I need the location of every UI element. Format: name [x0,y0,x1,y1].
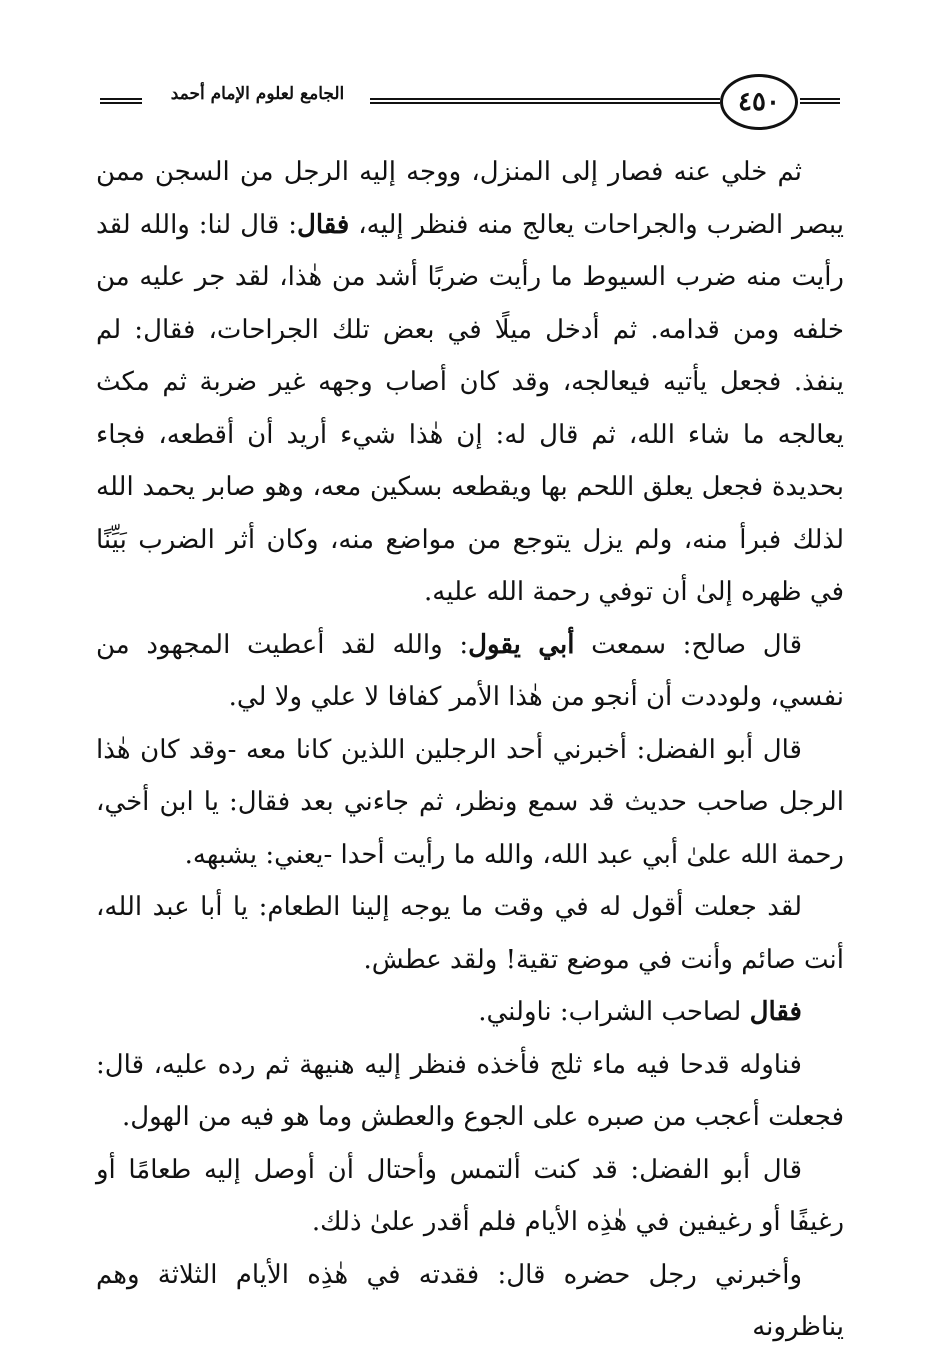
text-run: قال أبو الفضل: قد كنت ألتمس وأحتال أن أوصل إليه طعامًا أو رغيفًا أو رغيفين في هٰذِه الأيام فلم أقدر علىٰ ذلك. [96,1154,844,1237]
paragraph-2 [96,619,844,724]
paragraph-8 [96,1249,844,1354]
header-rule-left [100,98,142,104]
text-run: لقد جعلت أقول له في وقت ما يوجه إلينا الطعام: يا أبا عبد الله، أنت صائم وأنت في موضع تقية! ولقد عطش. [96,892,844,975]
paragraph-7 [96,1144,844,1249]
text-run: قال صالح: سمعت [574,629,803,660]
text-run: لصاحب الشراب: ناولني. [478,997,750,1027]
paragraph-3 [96,724,844,882]
text-run: : قال لنا: والله لقد رأيت منه ضرب السيوط ما رأيت ضربًا أشد من هٰذا، لقد جر عليه من خلفه ومن قدامه. ثم أدخل ميلًا في بعض تلك الجراحات، فقال: لم ينفذ. فجعل يأتيه فيعالجه، وقد كان أصاب وجهه غير ضربة ثم مكث يعالجه ما شاء الله، ثم قال له: إن هٰذا شيء أريد أن أقطعه، فجاء بحديدة فجعل يعلق اللحم بها ويقطعه بسكين معه، وهو صابر يحمد الله لذلك فبرأ منه، ولم يزل يتوجع من مواضع منه، وكان أثر الضرب بَيِّنًا في ظهره إلىٰ أن توفي رحمة الله عليه. [96,209,844,607]
paragraph-4 [96,881,844,986]
header-title: الجامع لعلوم الإمام أحمد [170,84,345,104]
text-run: : والله لقد أعطيت المجهود من نفسي، ولوددت أن أنجو من هٰذا الأمر كفافا لا علي ولا لي. [96,629,844,712]
page-body [96,146,844,1354]
text-run: ثم خلي عنه فصار إلى المنزل، ووجه إليه الرجل من السجن ممن يبصر الضرب والجراحات يعالج منه فنظر إليه، [96,157,844,240]
bold-run: فقال [749,997,802,1027]
bold-run: أبي يقول [468,629,575,660]
header-rule-middle [370,98,720,104]
header-rule-right [800,98,840,104]
page-number: ٤٥٠ [720,74,798,130]
paragraph-6 [96,1039,844,1144]
page-header [100,70,840,134]
paragraph-1 [96,146,844,619]
text-run: فناوله قدحا فيه ماء ثلج فأخذه فنظر إليه هنيهة ثم رده عليه، قال: فجعلت أعجب من صبره على الجوع والعطش وما هو فيه من الهول. [96,1049,844,1132]
bold-run: فقال [296,209,350,240]
paragraph-5 [96,986,844,1039]
text-run: قال أبو الفضل: أخبرني أحد الرجلين اللذين كانا معه -وقد كان هٰذا الرجل صاحب حديث قد سمع ونظر، ثم جاءني بعد فقال: يا ابن أخي، رحمة الله علىٰ أبي عبد الله، والله ما رأيت أحدا -يعني: يشبهه. [96,734,844,870]
text-run: وأخبرني رجل حضره قال: فقدته في هٰذِه الأيام الثلاثة وهم يناظرونه [96,1259,844,1342]
